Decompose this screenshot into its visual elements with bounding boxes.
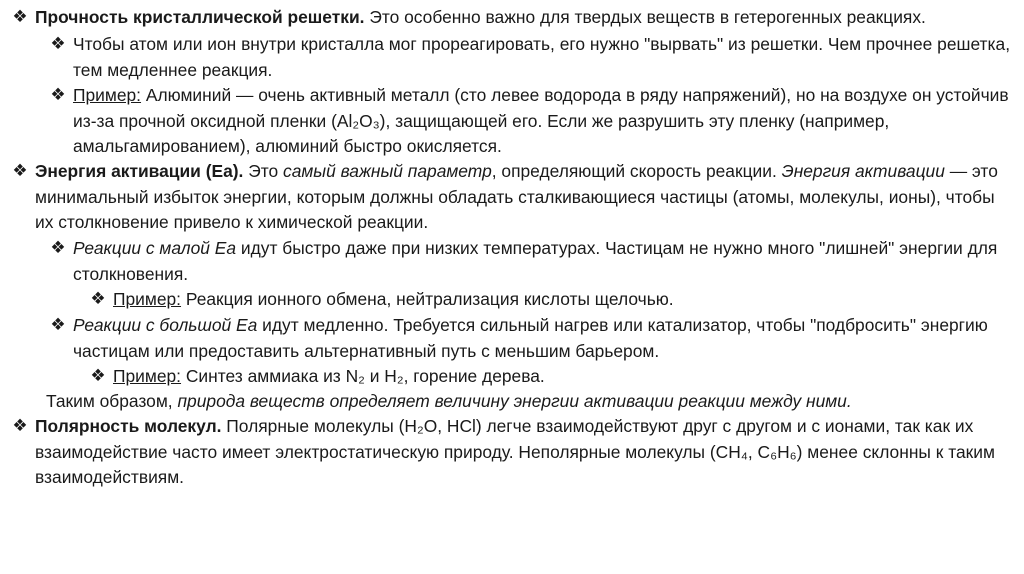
item-emphasis: Энергия активации — [781, 161, 945, 181]
item-text: идут медленно. Требуется сильный нагрев или катализатор, чтобы "подбросить" энергию частицам или предоставить альтернативный путь с меньшим барьером. — [73, 315, 988, 361]
item-emphasis: природа веществ определяет величину энергии активации реакции между ними. — [177, 391, 852, 411]
item-text: идут быстро даже при низких температурах. Частицам не нужно много "лишней" энергии для столкновения. — [73, 238, 998, 284]
bullet-molecular-polarity — [35, 414, 1015, 491]
sub-bullet-aluminum-example — [73, 83, 1015, 160]
diamond-star-icon: ❖ — [12, 161, 28, 180]
item-heading: Полярность молекул. — [35, 416, 222, 436]
diamond-star-icon: ❖ — [90, 289, 106, 308]
item-emphasis: Реакции с малой Ea — [73, 238, 237, 258]
summary-line — [46, 389, 1015, 415]
item-emphasis: самый важный параметр — [283, 161, 492, 181]
item-text: Алюминий — очень активный металл (сто левее водорода в ряду напряжений), но на воздухе он устойчив из-за прочной оксидной пленки (Al₂O₃), защищающей его. Если же разрушить эту пленку (например, амальгамированием), алюминий быстро окисляется. — [73, 85, 1009, 156]
sub-sub-bullet-neutralization-example — [113, 287, 1015, 313]
item-text: Синтез аммиака из N₂ и H₂, горение дерева. — [181, 366, 545, 386]
example-label: Пример: — [73, 85, 142, 105]
item-heading: Прочность кристаллической решетки. — [35, 7, 365, 27]
item-text: , определяющий скорость реакции. — [491, 161, 782, 181]
diamond-star-icon: ❖ — [50, 85, 66, 104]
item-text: — это минимальный избыток энергии, которым должны обладать сталкивающиеся частицы (атомы, молекулы, ионы), чтобы их столкновение привело к химической реакции. — [35, 161, 998, 232]
diamond-star-icon: ❖ — [12, 7, 28, 26]
diamond-star-icon: ❖ — [50, 34, 66, 53]
item-heading: Энергия активации (Ea). — [35, 161, 244, 181]
example-label: Пример: — [113, 289, 182, 309]
diamond-star-icon: ❖ — [12, 416, 28, 435]
sub-bullet-high-ea — [73, 313, 1015, 364]
item-text: Это — [243, 161, 283, 181]
item-text: Реакция ионного обмена, нейтрализация кислоты щелочью. — [181, 289, 674, 309]
example-label: Пример: — [113, 366, 182, 386]
item-text: Таким образом, — [46, 391, 178, 411]
sub-bullet-lattice-strength — [73, 32, 1015, 83]
item-text: Чтобы атом или ион внутри кристалла мог прореагировать, его нужно "вырвать" из решетки. Чем прочнее решетка, тем медленнее реакция. — [73, 34, 1011, 80]
diamond-star-icon: ❖ — [90, 366, 106, 385]
item-text: Полярные молекулы (H₂O, HCl) легче взаимодействуют друг с другом и с ионами, так как их взаимодействие часто имеет электростатическую природу. Неполярные молекулы (CH₄, C₆H₆) менее склонны к таким взаимодействиям. — [35, 416, 995, 487]
diamond-star-icon: ❖ — [50, 238, 66, 257]
sub-sub-bullet-ammonia-example — [113, 364, 1015, 390]
bullet-crystal-lattice — [35, 5, 1015, 31]
bullet-activation-energy — [35, 159, 1015, 236]
diamond-star-icon: ❖ — [50, 315, 66, 334]
sub-bullet-low-ea — [73, 236, 1015, 287]
item-emphasis: Реакции с большой Ea — [73, 315, 258, 335]
item-text: Это особенно важно для твердых веществ в гетерогенных реакциях. — [364, 7, 926, 27]
